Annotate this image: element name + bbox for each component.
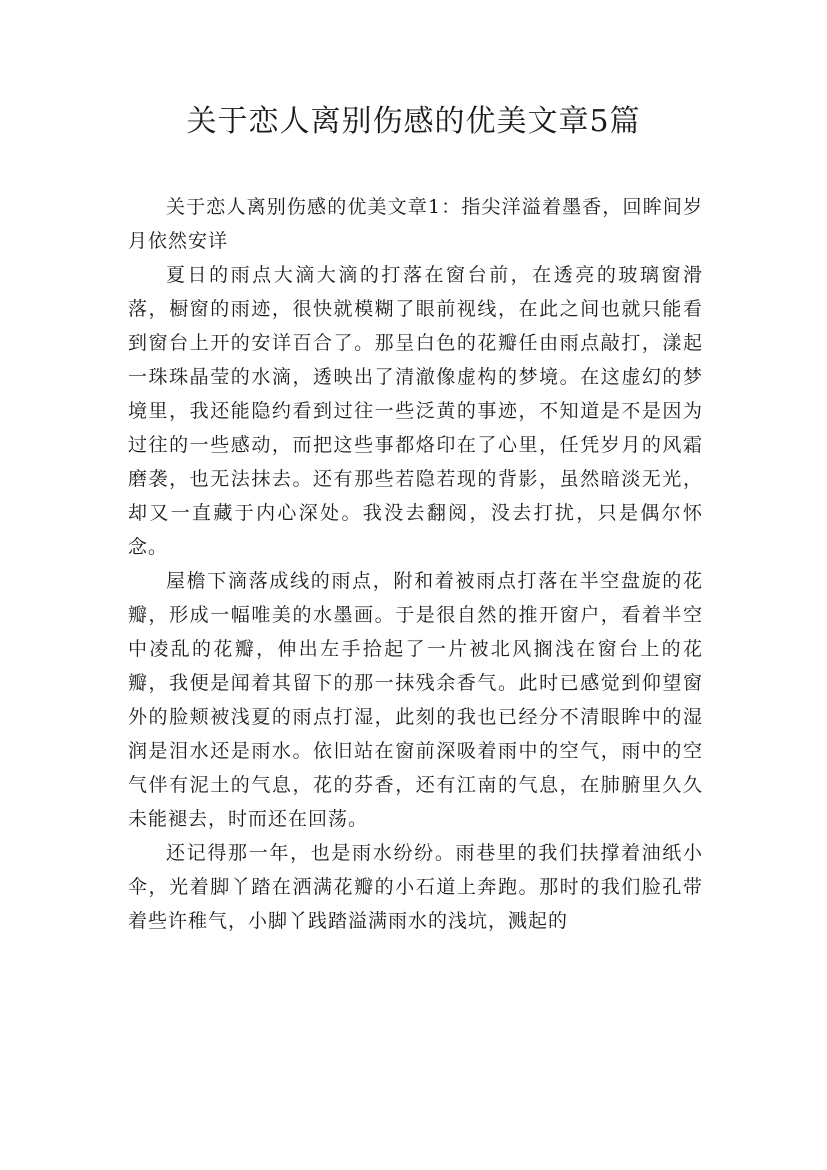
paragraph: 还记得那一年，也是雨水纷纷。雨巷里的我们扶撑着油纸小伞，光着脚丫踏在洒满花瓣的小石道上奔跑。那时的我们脸孔带着些许稚气，小脚丫践踏溢满雨水的浅坑，溅起的 <box>128 842 703 932</box>
document-body <box>128 190 703 938</box>
paragraph: 夏日的雨点大滴大滴的打落在窗台前，在透亮的玻璃窗滑落，橱窗的雨迹，很快就模糊了眼前视线，在此之间也就只能看到窗台上开的安详百合了。那呈白色的花瓣任由雨点敲打，漾起一珠珠晶莹的水滴，透映出了清澈像虚构的梦境。在这虚幻的梦境里，我还能隐约看到过往一些泛黄的事迹，不知道是不是因为过往的一些感动，而把这些事都烙印在了心里，任凭岁月的风霜磨袭，也无法抹去。还有那些若隐若现的背影，虽然暗淡无光，却又一直藏于内心深处。我没去翻阅，没去打扰，只是偶尔怀念。 <box>128 264 703 558</box>
paragraph-heading: 关于恋人离别伤感的优美文章1：指尖洋溢着墨香，回眸间岁月依然安详 <box>128 196 703 252</box>
paragraph: 屋檐下滴落成线的雨点，附和着被雨点打落在半空盘旋的花瓣，形成一幅唯美的水墨画。于是很自然的推开窗户，看着半空中凌乱的花瓣，伸出左手拾起了一片被北风搁浅在窗台上的花瓣，我便是闻着其留下的那一抹残余香气。此时已感觉到仰望窗外的脸颊被浅夏的雨点打湿，此刻的我也已经分不清眼眸中的湿润是泪水还是雨水。依旧站在窗前深吸着雨中的空气，雨中的空气伴有泥土的气息，花的芬香，还有江南的气息，在肺腑里久久未能褪去，时而还在回荡。 <box>128 570 703 830</box>
document-title: 关于恋人离别伤感的优美文章5篇 <box>186 104 641 139</box>
